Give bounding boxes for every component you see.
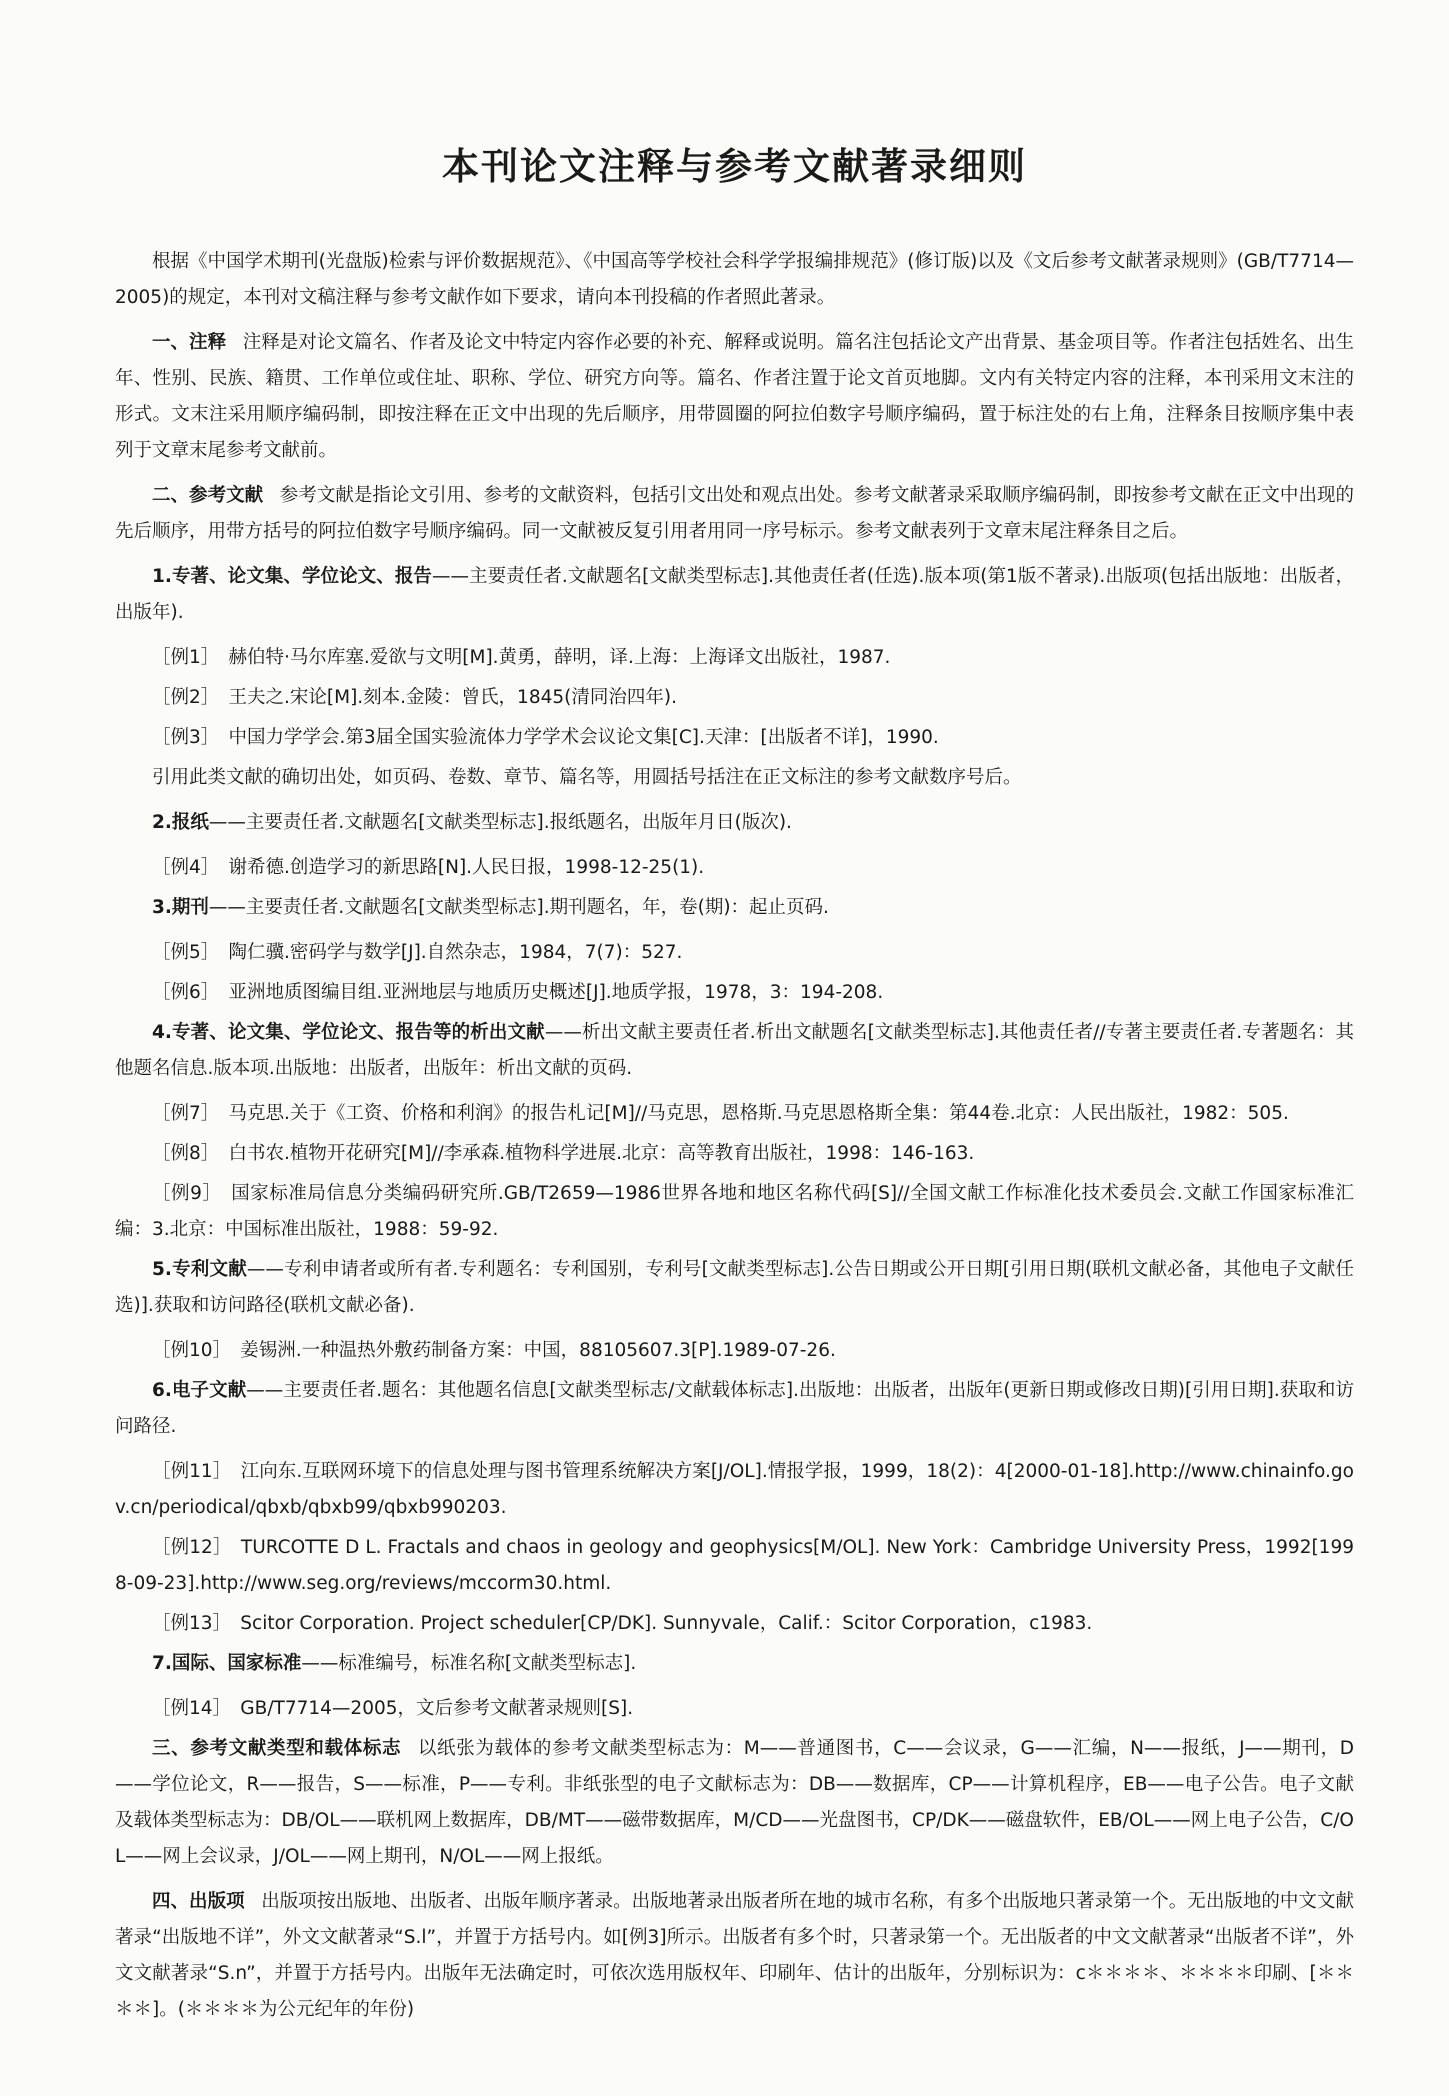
paragraph-text: ［例12］ TURCOTTE D L. Fractals and chaos in geology and geophysics[M/OL]. New York：Cambridge University Press，1992[1998-09-23].http://www.seg.org/reviews/mccorm30.html. [115, 1537, 1354, 1594]
example-entry [115, 1691, 1354, 1727]
example-entry [115, 850, 1354, 886]
section-heading: 三、参考文献类型和载体标志 [152, 1738, 402, 1759]
paragraph-text: ［例5］ 陶仁骥.密码学与数学[J].自然杂志，1984，7(7)：527. [152, 942, 683, 963]
example-entry [115, 1333, 1354, 1369]
paragraph [115, 1373, 1354, 1445]
paragraph [115, 1884, 1354, 2028]
document-body [115, 244, 1354, 2028]
section-heading: 二、参考文献 [152, 485, 264, 506]
example-entry [115, 680, 1354, 716]
subsection-heading: 7.国际、国家标准 [152, 1653, 302, 1674]
paragraph [115, 805, 1354, 841]
page-title: 本刊论文注释与参考文献著录细则 [442, 145, 1027, 188]
paragraph-text: ［例2］ 王夫之.宋论[M].刻本.金陵：曾氏，1845(清同治四年). [152, 687, 677, 708]
paragraph-text: ——主要责任者.文献题名[文献类型标志].报纸题名，出版年月日(版次). [208, 812, 792, 833]
subsection-heading: 6.电子文献 [152, 1380, 247, 1401]
paragraph-text: ［例8］ 白书农.植物开花研究[M]//李承森.植物科学进展.北京：高等教育出版社，1998：146-163. [152, 1143, 975, 1164]
paragraph [115, 1252, 1354, 1324]
paragraph-text: 参考文献是指论文引用、参考的文献资料，包括引文出处和观点出处。参考文献著录采取顺序编码制，即按参考文献在正文中出现的先后顺序，用带方括号的阿拉伯数字号顺序编码。同一文献被反复引用者用同一序号标示。参考文献表列于文章末尾注释条目之后。 [115, 485, 1354, 542]
paragraph-text: ［例3］ 中国力学学会.第3届全国实验流体力学学术会议论文集[C].天津：[出版者不详]，1990. [152, 727, 939, 748]
paragraph-text: 注释是对论文篇名、作者及论文中特定内容作必要的补充、解释或说明。篇名注包括论文产出背景、基金项目等。作者注包括姓名、出生年、性别、民族、籍贯、工作单位或住址、职称、学位、研究方向等。篇名、作者注置于论文首页地脚。文内有关特定内容的注释，本刊采用文末注的形式。文末注采用顺序编码制，即按注释在正文中出现的先后顺序，用带圆圈的阿拉伯数字号顺序编码，置于标注处的右上角，注释条目按顺序集中表列于文章末尾参考文献前。 [115, 332, 1354, 461]
paragraph-text: ——主要责任者.题名：其他题名信息[文献类型标志/文献载体标志].出版地：出版者，出版年(更新日期或修改日期)[引用日期].获取和访问路径. [115, 1380, 1355, 1437]
paragraph-text: ——标准编号，标准名称[文献类型标志]. [301, 1653, 637, 1674]
paragraph-text: ［例6］ 亚洲地质图编目组.亚洲地层与地质历史概述[J].地质学报，1978，3：194-208. [152, 982, 884, 1003]
paragraph-text: ——专利申请者或所有者.专利题名：专利国别，专利号[文献类型标志].公告日期或公开日期[引用日期(联机文献必备，其他电子文献任选)].获取和访问路径(联机文献必备). [115, 1259, 1354, 1316]
subsection-heading: 4.专著、论文集、学位论文、报告等的析出文献 [152, 1022, 545, 1043]
example-entry [115, 1530, 1354, 1602]
example-entry [115, 1176, 1354, 1248]
example-entry [115, 1136, 1354, 1172]
paragraph [115, 1015, 1354, 1087]
paragraph-text: ［例14］ GB/T7714—2005，文后参考文献著录规则[S]. [152, 1698, 634, 1719]
example-entry [115, 935, 1354, 971]
paragraph-text: ——主要责任者.文献题名[文献类型标志].期刊题名，年，卷(期)：起止页码. [208, 897, 829, 918]
subsection-heading: 2.报纸 [152, 812, 209, 833]
subsection-heading: 5.专利文献 [152, 1259, 247, 1280]
paragraph [115, 760, 1354, 796]
example-entry [115, 720, 1354, 756]
paragraph-text: ［例1］ 赫伯特·马尔库塞.爱欲与文明[M].黄勇，薛明，译.上海：上海译文出版社，1987. [152, 647, 891, 668]
paragraph-text: ［例13］ Scitor Corporation. Project scheduler[CP/DK]. Sunnyvale，Calif.：Scitor Corporation，c1983. [152, 1613, 1093, 1634]
paragraph-text: ［例4］ 谢希德.创造学习的新思路[N].人民日报，1998-12-25(1). [152, 857, 705, 878]
paragraph [115, 325, 1354, 469]
example-entry [115, 640, 1354, 676]
example-entry [115, 1454, 1354, 1526]
paragraph-text: 以纸张为载体的参考文献类型标志为：M——普通图书，C——会议录，G——汇编，N——报纸，J——期刊，D——学位论文，R——报告，S——标准，P——专利。非纸张型的电子文献标志为：DB——数据库，CP——计算机程序，EB——电子公告。电子文献及载体类型标志为：DB/OL——联机网上数据库，DB/MT——磁带数据库，M/CD——光盘图书，CP/DK——磁盘软件，EB/OL——网上电子公告，C/OL——网上会议录，J/OL——网上期刊，N/OL——网上报纸。 [115, 1738, 1354, 1867]
paragraph [115, 478, 1354, 550]
subsection-heading: 3.期刊 [152, 897, 209, 918]
paragraph-text: 出版项按出版地、出版者、出版年顺序著录。出版地著录出版者所在地的城市名称，有多个出版地只著录第一个。无出版地的中文文献著录“出版地不详”，外文文献著录“S.l”，并置于方括号内。如[例3]所示。出版者有多个时，只著录第一个。无出版者的中文文献著录“出版者不详”，外文文献著录“S.n”，并置于方括号内。出版年无法确定时，可依次选用版权年、印刷年、估计的出版年，分别标识为：c＊＊＊＊、＊＊＊＊印刷、[＊＊＊＊]。(＊＊＊＊为公元纪年的年份) [115, 1891, 1354, 2020]
example-entry [115, 975, 1354, 1011]
paragraph-text: 根据《中国学术期刊(光盘版)检索与评价数据规范》、《中国高等学校社会科学学报编排规范》(修订版)以及《文后参考文献著录规则》(GB/T7714—2005)的规定，本刊对文稿注释与参考文献作如下要求，请向本刊投稿的作者照此著录。 [115, 251, 1354, 308]
paragraph-text: ——主要责任者.文献题名[文献类型标志].其他责任者(任选).版本项(第1版不著录).出版项(包括出版地：出版者，出版年). [115, 566, 1354, 623]
paragraph [115, 1731, 1354, 1875]
paragraph [115, 890, 1354, 926]
example-entry [115, 1606, 1354, 1642]
paragraph-text: ［例9］ 国家标准局信息分类编码研究所.GB/T2659—1986世界各地和地区名称代码[S]//全国文献工作标准化技术委员会.文献工作国家标准汇编：3.北京：中国标准出版社，1988：59-92. [115, 1183, 1354, 1240]
paragraph-text: ［例7］ 马克思.关于《工资、价格和利润》的报告札记[M]//马克思，恩格斯.马克思恩格斯全集：第44卷.北京：人民出版社，1982：505. [152, 1103, 1289, 1124]
paragraph-text: ——析出文献主要责任者.析出文献题名[文献类型标志].其他责任者//专著主要责任者.专著题名：其他题名信息.版本项.出版地：出版者，出版年：析出文献的页码. [115, 1022, 1354, 1079]
section-heading: 一、注释 [152, 332, 227, 353]
paragraph-text: 引用此类文献的确切出处，如页码、卷数、章节、篇名等，用圆括号括注在正文标注的参考文献数序号后。 [152, 767, 1022, 788]
paragraph [115, 1646, 1354, 1682]
paragraph-text: ［例11］ 江向东.互联网环境下的信息处理与图书管理系统解决方案[J/OL].情报学报，1999，18(2)：4[2000-01-18].http://www.chinainfo.gov.cn/periodical/qbxb/qbxb99/qbxb990203. [115, 1461, 1354, 1518]
subsection-heading: 1.专著、论文集、学位论文、报告 [152, 566, 432, 587]
paragraph [115, 559, 1354, 631]
section-heading: 四、出版项 [152, 1891, 245, 1912]
paragraph-text: ［例10］ 姜锡洲.一种温热外敷药制备方案：中国，88105607.3[P].1989-07-26. [152, 1340, 836, 1361]
example-entry [115, 1096, 1354, 1132]
paragraph [115, 244, 1354, 316]
